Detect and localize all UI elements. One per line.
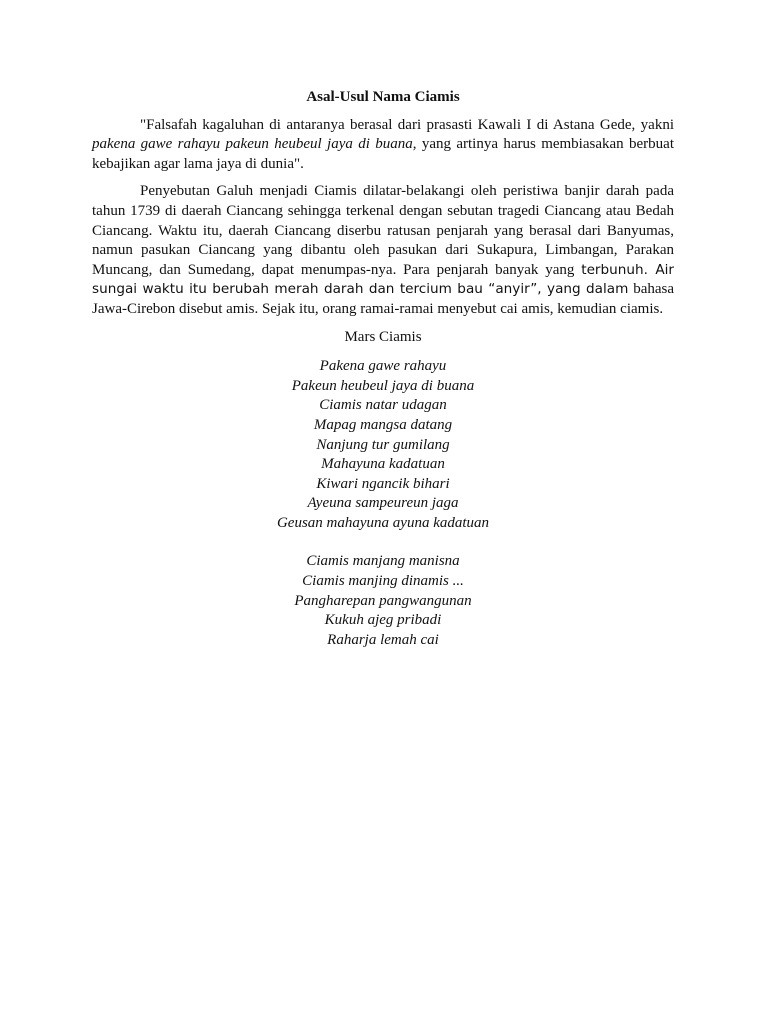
- song-title: Mars Ciamis: [344, 328, 422, 345]
- song-stanza-1: [92, 357, 674, 533]
- song-line: Mahayuna kadatuan: [321, 456, 445, 473]
- paragraph-philosophy-inscription: pakena gawe rahayu pakeun heubeul jaya di buana: [92, 136, 413, 153]
- paragraph-history-part3: bahasa Jawa-Cirebon disebut amis. Sejak itu, orang ramai-ramai menyebut cai amis, kemudian ciamis.: [92, 281, 674, 317]
- paragraph-philosophy-tail: , yang artinya harus membiasakan berbuat kebajikan agar lama jaya di dunia".: [92, 136, 674, 172]
- song-line: Ciamis natar udagan: [319, 397, 447, 414]
- song-line: Ciamis manjang manisna: [306, 553, 460, 570]
- song-line: Pangharepan pangwangunan: [294, 592, 472, 609]
- song-line: Kiwari ngancik bihari: [316, 475, 450, 492]
- song-stanza-2: [92, 552, 674, 650]
- document-title: Asal-Usul Nama Ciamis: [306, 89, 460, 105]
- song-line: Kukuh ajeg pribadi: [324, 612, 442, 629]
- song-line: Geusan mahayuna ayuna kadatuan: [276, 514, 490, 531]
- paragraph-philosophy: [92, 116, 674, 175]
- song-line: Ciamis manjing dinamis ...: [302, 573, 464, 590]
- paragraph-philosophy-lead: "Falsafah kagaluhan di antaranya berasal dari prasasti Kawali I di Astana Gede, yakni: [140, 116, 674, 133]
- paragraph-history-part1: Penyebutan Galuh menjadi Ciamis dilatar-belakangi oleh peristiwa banjir darah pada tahun 1739 di daerah Ciancang sehingga terkenal dengan sebutan tragedi Ciancang atau Bedah Ciancang. Waktu itu, daerah Ciancang diserbu ratusan penjarah yang berasal dari Banyumas, namun pasukan Ciancang yang dibantu oleh pasukan dari Sukapura, Limbangan, Parakan Muncang, dan Sumedang, dapat menumpas-nya. Para penjarah banyak yang: [92, 183, 674, 278]
- song-line: Pakeun heubeul jaya di buana: [291, 377, 475, 394]
- paragraph-history: [92, 182, 674, 319]
- paragraph-history-part2: terbunuh. Air sungai waktu itu berubah merah darah dan tercium bau “anyir”, yang dalam: [92, 261, 674, 298]
- song-line: Raharja lemah cai: [327, 631, 439, 648]
- song-line: Ayeuna sampeureun jaga: [307, 495, 459, 512]
- document-page: [92, 88, 674, 650]
- song-line: Nanjung tur gumilang: [316, 436, 450, 453]
- song-line: Pakena gawe rahayu: [319, 358, 447, 375]
- song-line: Mapag mangsa datang: [313, 416, 453, 433]
